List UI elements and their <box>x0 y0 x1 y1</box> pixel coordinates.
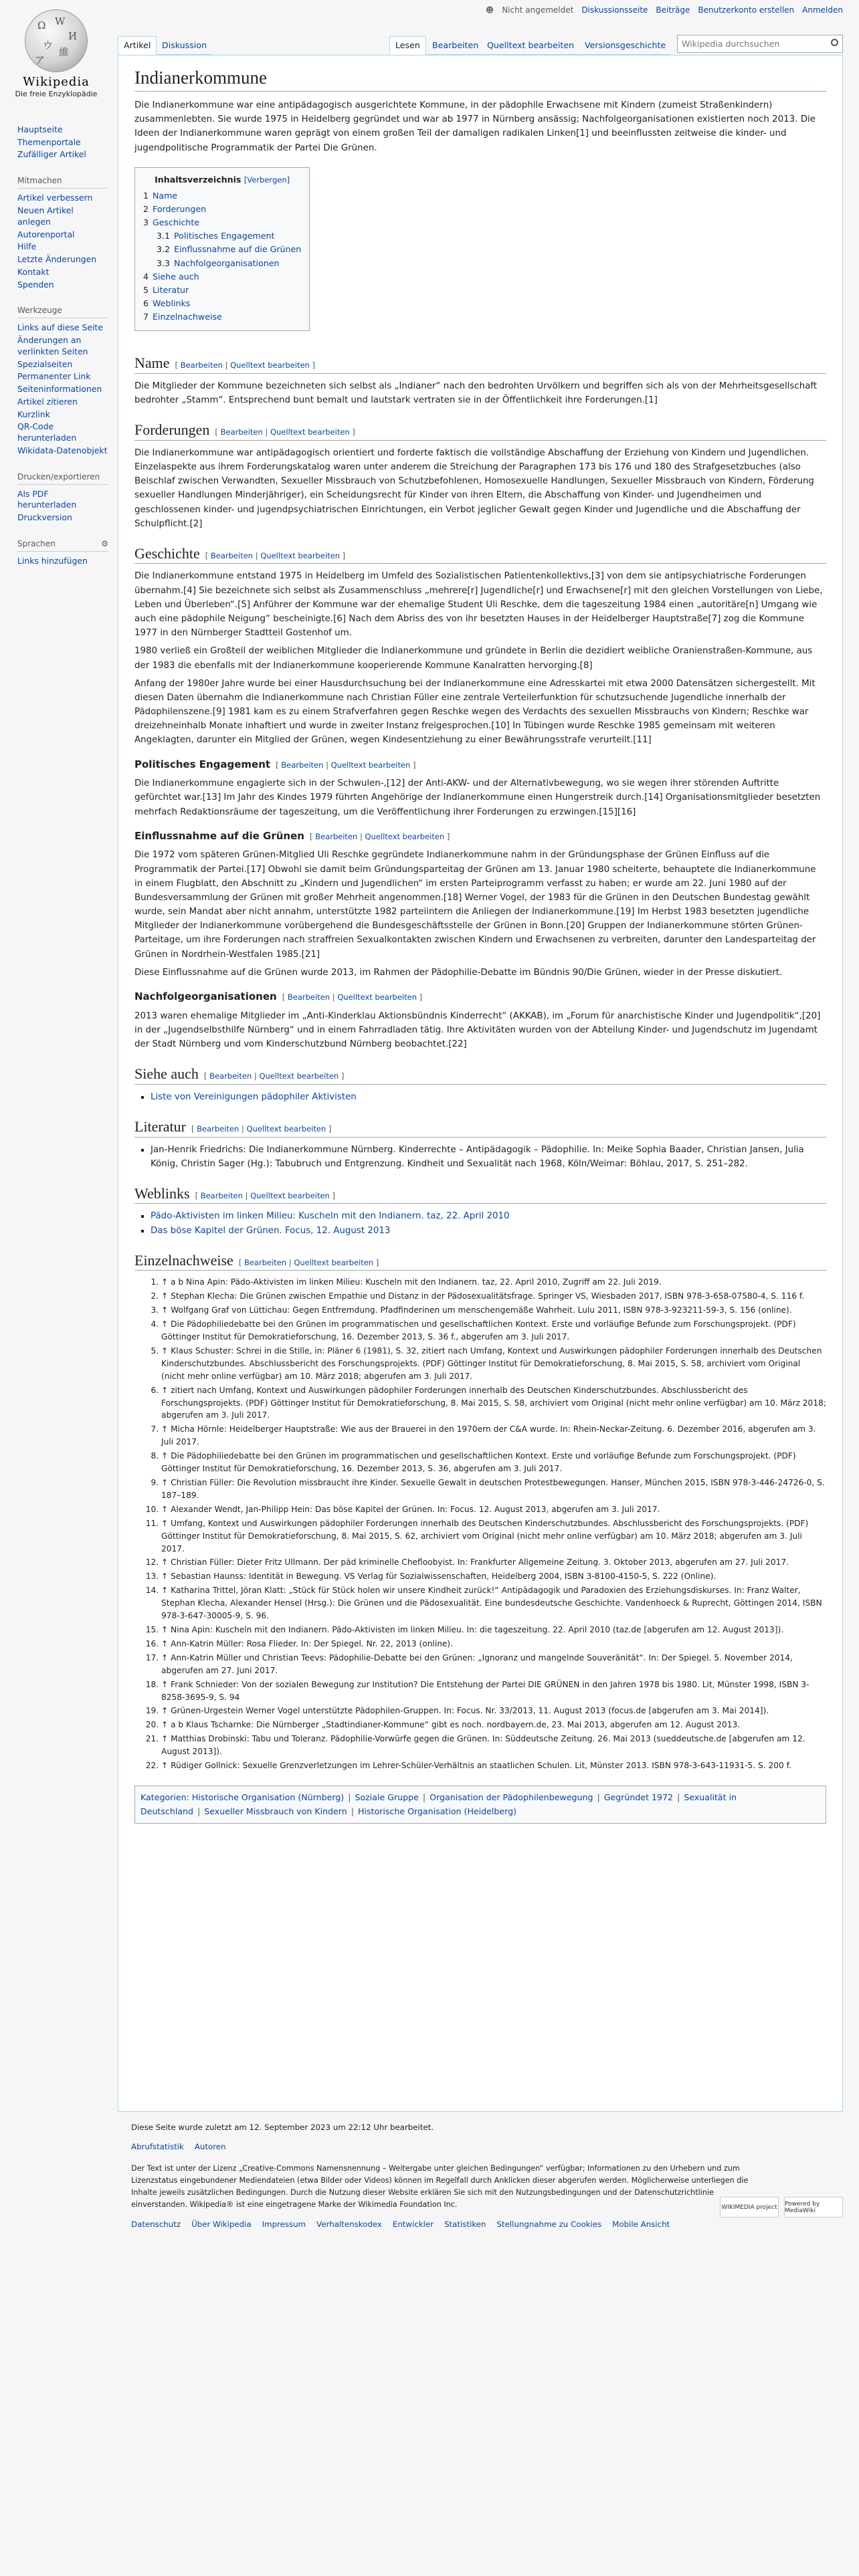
toc-number: 2 <box>143 204 149 215</box>
toc-number: 3.2 <box>157 244 171 255</box>
tab-history[interactable]: Versionsgeschichte <box>579 40 671 55</box>
category-separator: | <box>348 1792 351 1802</box>
weblink[interactable]: Pädo-Aktivisten im linken Milieu: Kuscheln mit den Indianern. taz, 22. April 2010 <box>151 1211 510 1222</box>
reference-item: 11. ↑ Umfang, Kontext und Auswirkungen pädophiler Forderungen innerhalb des Deutschen Kinderschutzbundes. Abschlussbericht des Forschungsprojekts. (PDF) Göttinger Institut für Demokratieforschung, 8. Mai 2015, S. 62, archiviert vom Original (nicht mehr online verfügbar) am 10. März 2018; abgerufen am 3. Juli 2017. <box>161 1517 826 1555</box>
section-weblinks <box>134 1184 826 1238</box>
toc-link[interactable]: Siehe auch <box>153 271 199 282</box>
sidebar-item[interactable]: Hilfe <box>17 241 37 252</box>
toc-number: 6 <box>143 298 149 309</box>
languages-heading: Sprachen <box>17 538 56 548</box>
edit-source-link[interactable]: Quelltext bearbeiten <box>365 831 445 841</box>
paragraph: Die Indianerkommune war antipädagogisch orientiert und forderte faktisch die vollständige Abschaffung der Erziehung von Kindern und Jugendlichen. Einzelaspekte aus ihrem Forderungskatalog waren unter anderem die Streichung der Paragraphen 173 bis 176 und 180 des Strafgesetzbuches (also Beischlaf zwischen Verwandten, Sexueller Missbrauch von Schutzbefohlenen, Homosexuelle Handlungen, Sexueller Missbrauch von Kindern, Förderung sexueller Handlungen Minderjähriger), ein Scheidungsrecht für Kinder von ihren Eltern, die Abschaffung von Kinder- und Jugendheimen und geschlossenen kinder- und jugendpsychiatrischen Einrichtungen, ein Verbot jeglicher Gewalt gegen Kinder und Jugendliche und die Abschaffung der Schulpflicht.[2] <box>134 447 814 529</box>
sidebar-heading: Werkzeuge <box>17 305 108 318</box>
footer-link[interactable]: Statistiken <box>444 2220 486 2230</box>
search-icon[interactable] <box>831 39 838 46</box>
toc-toggle[interactable]: [Verbergen] <box>244 175 290 185</box>
category-box <box>134 1786 826 1824</box>
tab-discussion[interactable]: Diskussion <box>157 40 212 55</box>
contributions-link[interactable]: Beiträge <box>656 5 690 15</box>
talk-link[interactable]: Diskussionsseite <box>581 5 648 15</box>
footer-link[interactable]: Datenschutz <box>131 2220 181 2230</box>
section-einzelnachweise <box>134 1251 826 1772</box>
see-also-link[interactable]: Liste von Vereinigungen pädophiler Aktivisten <box>151 1091 357 1102</box>
reference-item: 9. ↑ Christian Füller: Die Revolution missbraucht ihre Kinder. Sexuelle Gewalt in deutschen Protestbewegungen. Hanser, München 2015, ISBN 978-3-446-24726-0, S. 187–189. <box>161 1477 826 1502</box>
toc-title: Inhaltsverzeichnis <box>155 174 242 185</box>
sidebar-item[interactable]: Druckversion <box>17 512 72 523</box>
paragraph: Die Indianerkommune entstand 1975 in Heidelberg im Umfeld des Sozialistischen Patientenkollektivs,[3] von dem sie antipsychiatrische Forderungen übernahm.[4] Sie bezeichnete sich selbst als Zusammenschluss „mehrere[r] Jugendliche[r] und Erwachsene[r] mit den gleichen Vorstellungen von Liebe, Leben und Überleben“.[5] Anführer der Kommune war der ehemalige Student Uli Reschke, dem die tageszeitung 1984 einen „autoritäre[n] Umgang wie auch eine pädophile Neigung“ bescheinigte.[6] Nach dem Abriss des von ihr besetzten Hauses in der Heidelberger Hauptstraße[7] zog die Kommune 1977 in den Nürnberger Stadtteil Gostenhof um. <box>134 571 823 639</box>
category-link[interactable]: Sexueller Missbrauch von Kindern <box>204 1806 347 1817</box>
edit-link[interactable]: Bearbeiten <box>197 1123 240 1134</box>
edit-link[interactable]: Bearbeiten <box>287 992 330 1002</box>
sidebar-item-random[interactable]: Zufälliger Artikel <box>17 149 86 160</box>
page-title: Indianerkommune <box>134 66 826 92</box>
toc-item[interactable] <box>143 216 301 229</box>
category-separator: | <box>197 1806 201 1817</box>
toc-item[interactable] <box>143 284 301 297</box>
sidebar-item[interactable]: Als PDF herunterladen <box>17 488 77 510</box>
user-icon: ☻ <box>485 5 494 15</box>
reference-item: 3. ↑ Wolfgang Graf von Lüttichau: Gegen Entfremdung. Pfadfinderinen um menschengemäße Wahrheit. Lulu 2011, ISBN 978-3-923211-59-3, S. 156 (online). <box>161 1304 826 1317</box>
edit-source-link[interactable]: Quelltext bearbeiten <box>337 992 417 1002</box>
last-edited: Diese Seite wurde zuletzt am 12. September 2023 um 22:12 Uhr bearbeitet. <box>131 2123 434 2132</box>
toc-item[interactable] <box>143 257 301 270</box>
category-link[interactable]: Historische Organisation (Nürnberg) <box>191 1792 345 1802</box>
edit-links: [ Bearbeiten | Quelltext bearbeiten ] <box>195 1190 336 1200</box>
category-link[interactable]: Historische Organisation (Heidelberg) <box>358 1806 517 1817</box>
edit-link[interactable]: Bearbeiten <box>281 760 324 770</box>
tab-edit[interactable]: Bearbeiten <box>427 40 484 55</box>
gear-icon[interactable]: ⚙ <box>101 538 108 548</box>
tagline: Die freie Enzyklopädie <box>15 90 98 98</box>
section-heading: Siehe auch <box>134 1065 199 1083</box>
sidebar-item-main-page[interactable]: Hauptseite <box>17 124 63 134</box>
reference-item: 20. ↑ a b Klaus Tscharnke: Die Nürnberger „Stadtindianer-Kommune“ gibt es noch. nordbayern.de, 23. Mai 2013, abgerufen am 12. August 2013. <box>161 1719 826 1731</box>
section-heading: Forderungen <box>134 421 210 439</box>
tab-article[interactable]: Artikel <box>118 36 157 55</box>
category-link[interactable]: Organisation der Pädophilenbewegung <box>430 1792 593 1802</box>
footer-link[interactable]: Autoren <box>194 2141 226 2151</box>
toc-number: 4 <box>143 271 149 282</box>
reference-item: 22. ↑ Rüdiger Gollnick: Sexuelle Grenzverletzungen im Lehrer-Schüler-Verhältnis an staatlichen Schulen. Lit, Münster 2013. ISBN 978-3-643-11931-5. S. 200 f. <box>161 1759 826 1772</box>
sidebar-item[interactable]: Artikel verbessern <box>17 193 93 203</box>
sidebar-item[interactable]: Seiteninformationen <box>17 384 102 395</box>
reference-item: 21. ↑ Matthias Drobinski: Tabu und Toleranz. Pädophilie-Vorwürfe gegen die Grünen. In: Süddeutsche Zeitung. 26. Mai 2013 (sueddeutsche.de [abgerufen am 12. August 2013]). <box>161 1733 826 1758</box>
tab-read[interactable]: Lesen <box>389 36 426 55</box>
toc-number: 3.1 <box>157 231 171 241</box>
sidebar-item[interactable]: Spezialseiten <box>17 358 73 369</box>
reference-item: 13. ↑ Sebastian Haunss: Identität in Bewegung. VS Verlag für Sozialwissenschaften, Heidelberg 2004, ISBN 3-8100-4150-5, S. 222 (Online). <box>161 1570 826 1583</box>
paragraph: 2013 waren ehemalige Mitglieder im „Anti-Kinderklau Aktionsbündnis Kinderrecht“ (AKKAB), im „Forum für anarchistische Kinder und Jugendpolitik“,[20] in der „Jugendselbsthilfe Nürnberg“ und in einem Fahrradladen tätig. Ihre Aktivitäten wurden von der Abteilung Kinder- und Jugendschutz im Jugendamt der Stadt Nürnberg und vom Kinderschutzbund Nürnberg beobachtet.[22] <box>134 1010 821 1050</box>
not-logged-in: Nicht angemeldet <box>502 5 574 15</box>
edit-links: [ Bearbeiten | Quelltext bearbeiten ] <box>282 992 423 1002</box>
sidebar-item[interactable]: Wikidata-Datenobjekt <box>17 445 108 455</box>
search-input[interactable] <box>677 35 843 53</box>
category-separator: | <box>677 1792 680 1802</box>
login-link[interactable]: Anmelden <box>802 5 843 15</box>
reference-item: 4. ↑ Die Pädophiliedebatte bei den Grünen im programmatischen und gesellschaftlichen Kontext. Erste und vorläufige Befunde zum Forschungsprojekt. (PDF) Göttinger Institut für Demokratieforschung, 16. Dezember 2013, S. 36 f., abgerufen am 3. Juli 2017. <box>161 1318 826 1344</box>
toc-item[interactable] <box>143 229 301 243</box>
reference-item: 18. ↑ Frank Schnieder: Von der sozialen Bewegung zur Institution? Die Entstehung der Partei DIE GRÜNEN in den Jahren 1978 bis 1980. Lit, Münster 1998, ISBN 3-8258-3695-9, S. 94 <box>161 1679 826 1704</box>
sidebar-item[interactable]: Links hinzufügen <box>17 556 88 566</box>
paragraph: Die Mitglieder der Kommune bezeichneten sich selbst als „Indianer“ nach den bedrohten Urvölkern und begriffen sich als von der Mehrheitsgesellschaft bedrohter „Stamm“. Entsprechend bunt bemalt und lautstark vertraten sie in der Öffentlichkeit ihre Forderungen.[1] <box>134 381 818 406</box>
toc-link[interactable]: Literatur <box>153 284 189 295</box>
section-name <box>134 354 826 407</box>
sidebar-item-portals[interactable]: Themenportale <box>17 136 81 147</box>
category-link[interactable]: Gegründet 1972 <box>603 1792 674 1802</box>
toc-link[interactable]: Weblinks <box>153 298 191 309</box>
create-account-link[interactable]: Benutzerkonto erstellen <box>698 5 795 15</box>
edit-link[interactable]: Bearbeiten <box>244 1257 287 1267</box>
reference-item: 7. ↑ Micha Hörnle: Heidelberger Hauptstraße: Wie aus der Brauerei in den 1970ern der C&A wurde. In: Rhein-Neckar-Zeitung. 6. Dezember 2016, abgerufen am 3. Juli 2017. <box>161 1423 826 1448</box>
footer-link[interactable]: Mobile Ansicht <box>612 2220 670 2230</box>
globe-icon: Ω W И ウ 維 ア <box>25 9 88 72</box>
toc-item[interactable] <box>143 189 301 203</box>
reference-item: 17. ↑ Ann-Katrin Müller und Christian Teevs: Pädophilie-Debatte bei den Grünen: „Ignoranz und mangelnde Souveränität“. In: Der Spiegel. 5. November 2014, abgerufen am 27. Juni 2017. <box>161 1652 826 1677</box>
paragraph: 1980 verließ ein Großteil der weiblichen Mitglieder die Indianerkommune und gründete in Berlin die dezidiert weibliche Oranienstraßen-Kommune, aus der 1983 die ebenfalls mit der Indianerkommune kooperierende Kommune Kanalratten hervorging.[8] <box>134 646 813 671</box>
toc-item[interactable] <box>143 243 301 256</box>
toc-link[interactable]: Geschichte <box>153 217 200 228</box>
sidebar-item[interactable]: Autorenportal <box>17 229 75 239</box>
sidebar-item[interactable]: Artikel zitieren <box>17 396 78 407</box>
subsection-heading: Politisches Engagement <box>134 758 271 770</box>
toc-number: 3.3 <box>157 257 171 268</box>
category-link[interactable]: Sexualität in Deutschland <box>140 1792 737 1817</box>
edit-link[interactable]: Bearbeiten <box>210 550 254 560</box>
sidebar-item[interactable]: Änderungen an verlinkten Seiten <box>17 335 88 356</box>
footer-link[interactable]: Impressum <box>262 2220 306 2230</box>
sidebar-item[interactable]: Kurzlink <box>17 409 50 419</box>
toc-item[interactable] <box>143 310 301 324</box>
reference-item: 16. ↑ Ann-Katrin Müller: Rosa Flieder. In: Der Spiegel. Nr. 22, 2013 (online). <box>161 1638 826 1650</box>
section-heading: Einzelnachweise <box>134 1251 233 1269</box>
edit-source-link[interactable]: Quelltext bearbeiten <box>250 1190 330 1200</box>
edit-links: [ Bearbeiten | Quelltext bearbeiten ] <box>215 427 355 437</box>
sidebar-heading: Drucken/exportieren <box>17 471 108 485</box>
personal-tools <box>486 5 843 15</box>
reference-item: 2. ↑ Stephan Klecha: Die Grünen zwischen Empathie und Distanz in der Pädosexualitätsfrage. Springer VS, Wiesbaden 2017, ISBN 978-3-658-07580-4, S. 116 f. <box>161 1290 826 1303</box>
edit-links: [ Bearbeiten | Quelltext bearbeiten ] <box>175 360 315 370</box>
toc-number: 3 <box>143 217 149 228</box>
section-heading: Geschichte <box>134 544 200 562</box>
subsection-heading: Nachfolgeorganisationen <box>134 990 277 1002</box>
edit-links: [ Bearbeiten | Quelltext bearbeiten ] <box>191 1123 332 1134</box>
toc-item[interactable] <box>143 270 301 284</box>
edit-source-link[interactable]: Quelltext bearbeiten <box>260 550 341 560</box>
toc-link[interactable]: Nachfolgeorganisationen <box>174 257 280 268</box>
reference-item: 10. ↑ Alexander Wendt, Jan-Philipp Hein: Das böse Kapitel der Grünen. In: Focus. 12. August 2013, abgerufen am 3. Juli 2017. <box>161 1503 826 1516</box>
wordmark: Wikipedia <box>23 75 90 89</box>
page-tabs <box>118 35 843 55</box>
sidebar-item[interactable]: Letzte Änderungen <box>17 254 97 265</box>
category-link[interactable]: Soziale Gruppe <box>355 1792 419 1802</box>
edit-link[interactable]: Bearbeiten <box>220 427 263 437</box>
reference-item: 6. ↑ zitiert nach Umfang, Kontext und Auswirkungen pädophiler Forderungen innerhalb des Deutschen Kinderschutzbundes. Abschlussbericht des Forschungsprojekts. (PDF) Göttinger Institut für Demokratieforschung, 8. Mai 2015, S. 58, archiviert vom Original (nicht mehr online verfügbar) am 10. März 2018; abgerufen am 3. Juli 2017. <box>161 1384 826 1422</box>
section-heading: Name <box>134 354 170 372</box>
category-separator: | <box>597 1792 600 1802</box>
section-siehe-auch <box>134 1065 826 1104</box>
reference-item: 1. ↑ a b Nina Apin: Pädo-Aktivisten im linken Milieu: Kuscheln mit den Indianern. taz, 22. April 2010, Zugriff am 22. Juli 2019. <box>161 1276 826 1289</box>
toc-link[interactable]: Name <box>153 190 178 201</box>
paragraph: Die Indianerkommune engagierte sich in der Schwulen-,[12] der Anti-AKW- und der Alternativbewegung, wo sie wegen ihrer störenden Auftritte gefürchtet war.[13] Im Jahr des Kindes 1979 führten Angehörige der Indianerkommune einen Hungerstreik durch.[14] Organisationsmitglieder besetzten mehrfach Redaktionsräume der tageszeitung, um die Veröffentlichung ihrer Forderungen zu erzwingen.[15][16] <box>134 778 821 817</box>
edit-source-link[interactable]: Quelltext bearbeiten <box>270 427 350 437</box>
reference-item: 19. ↑ Grünen-Urgestein Werner Vogel unterstützte Pädophilen-Gruppen. In: Focus. Nr. 33/2013, 11. August 2013 (focus.de [abgerufen am 3. Mai 2014]). <box>161 1705 826 1717</box>
sidebar-item[interactable]: QR-Code herunterladen <box>17 421 77 443</box>
footer-link[interactable]: Abrufstatistik <box>131 2141 184 2151</box>
sidebar-item[interactable]: Kontakt <box>17 266 50 277</box>
edit-links: [ Bearbeiten | Quelltext bearbeiten ] <box>276 760 416 770</box>
section-forderungen <box>134 421 826 531</box>
categories-label[interactable]: Kategorien: <box>140 1792 189 1802</box>
article-content <box>118 55 843 2112</box>
toc-number: 1 <box>143 190 149 201</box>
section-literatur <box>134 1117 826 1171</box>
toc-item[interactable] <box>143 297 301 310</box>
toc-link[interactable]: Forderungen <box>153 204 207 215</box>
footer-link[interactable]: Verhaltenskodex <box>316 2220 382 2230</box>
table-of-contents <box>134 167 310 332</box>
section-heading: Weblinks <box>134 1184 190 1202</box>
sidebar-heading: Mitmachen <box>17 175 108 189</box>
reference-item: 15. ↑ Nina Apin: Kuscheln mit den Indianern. Pädo-Aktivisten im linken Milieu. In: die tageszeitung. 22. April 2010 (taz.de [abgerufen am 12. August 2013]). <box>161 1624 826 1636</box>
sidebar-item[interactable]: Neuen Artikel anlegen <box>17 205 74 227</box>
sidebar-item[interactable]: Links auf diese Seite <box>17 322 103 333</box>
toc-link[interactable]: Politisches Engagement <box>174 231 275 241</box>
toc-item[interactable] <box>143 203 301 216</box>
edit-link[interactable]: Bearbeiten <box>200 1190 243 1200</box>
subsection-heading: Einflussnahme auf die Grünen <box>134 829 304 842</box>
reference-item: 5. ↑ Klaus Schuster: Schrei in die Stille, in: Pläner 6 (1981), S. 32, zitiert nach Umfang, Kontext und Auswirkungen pädophiler Forderungen innerhalb des Deutschen Kinderschutzbundes. Abschlussbericht des Forschungsprojekts. (PDF) Göttinger Institut für Demokratieforschung, 8. Mai 2015, S. 58, archiviert vom Original (nicht mehr online verfügbar) am 10. März 2018; abgerufen am 3. Juli 2017. <box>161 1345 826 1383</box>
edit-source-link[interactable]: Quelltext bearbeiten <box>330 760 411 770</box>
toc-number: 7 <box>143 312 149 322</box>
section-geschichte <box>134 544 826 1051</box>
edit-links: [ Bearbeiten | Quelltext bearbeiten ] <box>238 1257 379 1267</box>
sidebar-item[interactable]: Spenden <box>17 279 54 290</box>
intro: Die Indianerkommune war eine antipädagogisch ausgerichtete Kommune, in der pädophile Erwachsene mit Kindern (zumeist Straßenkindern) zusammenlebten. Sie wurde 1975 in Heidelberg gegründet und war ab 1977 in Nürnberg ansässig; Nachfolgeorganisationen existierten noch 2013. Die Ideen der Indianerkommune waren geprägt von einem großen Teil der damaligen radikalen Linken[1] und beeinflussten zeitweise die kinder- und jugendpolitische Programmatik der Partei Die Grünen. <box>134 100 816 153</box>
reference-item: 14. ↑ Katharina Trittel, Jöran Klatt: „Stück für Stück holen wir unsere Kindheit zurück!“ Antipädagogik und Paradoxien des Erziehungsdiskurses. In: Franz Walter, Stephan Klecha, Alexander Hensel (Hrsg.): Die Grünen und die Pädosexualität. Eine bundesdeutsche Geschichte. Vandenhoeck & Ruprecht, Göttingen 2014, ISBN 978-3-647-30005-9, S. 96. <box>161 1584 826 1622</box>
license-text: Der Text ist unter der Lizenz „Creative-Commons Namensnennung – Weitergabe unter gleichen Bedingungen“ verfügbar; Informationen zu den Urhebern und zum Lizenzstatus eingebundener Mediendateien (etwa Bilder oder Videos) können im Regelfall durch Anklicken dieser abgerufen werden. Möglicherweise unterliegen die Inhalte jeweils zusätzlichen Bedingungen. Durch die Nutzung dieser Website erklären Sie sich mit den Nutzungsbedingungen und der Datenschutzrichtlinie einverstanden. Wikipedia® ist eine eingetragene Marke der Wikimedia Foundation Inc. <box>131 2163 749 2209</box>
footer-link[interactable]: Entwickler <box>392 2220 434 2230</box>
paragraph: Anfang der 1980er Jahre wurde bei einer Hausdurchsuchung bei der Indianerkommune eine Adresskartei mit etwa 2000 Datensätzen sichergestellt. Mit diesen Daten übernahm die Indianerkommune nach Christian Füller eine zentrale Verteilerfunktion für schutzsuchende Jugendliche innerhalb der Pädophilenszene.[9] 1981 kam es zu einem Strafverfahren gegen Reschke wegen des Verdachts des sexuellen Missbrauchs von Kindern; Reschke war dreizehneinhalb Monate inhaftiert und wurde in zweiter Instanz freigesprochen.[10] In Tübingen wurde Reschke 1985 gemeinsam mit weiteren Angeklagten, darunter ein Mitglied der Grünen, wegen Kindesentziehung zu einer Bewährungsstrafe verurteilt.[11] <box>134 678 816 746</box>
reference-item: 8. ↑ Die Pädophiliedebatte bei den Grünen im programmatischen und gesellschaftlichen Kontext. Erste und vorläufige Befunde zum Forschungsprojekt. (PDF) Göttinger Institut für Demokratieforschung, 16. Dezember 2013, S. 36, abgerufen am 3. Juli 2017. <box>161 1450 826 1475</box>
edit-source-link[interactable]: Quelltext bearbeiten <box>246 1123 326 1134</box>
edit-link[interactable]: Bearbeiten <box>180 360 223 370</box>
paragraph: Diese Einflussnahme auf die Grünen wurde 2013, im Rahmen der Pädophilie-Debatte im Bündnis 90/Die Grünen, wieder in der Presse diskutiert. <box>134 967 783 978</box>
toc-link[interactable]: Einflussnahme auf die Grünen <box>174 244 302 255</box>
literature-item: ▪ Jan-Henrik Friedrichs: Die Indianerkommune Nürnberg. Kinderrechte – Antipädagogik – Pädophilie. In: Meike Sophia Baader, Christian Jansen, Julia König, Christin Sager (Hg.): Tabubruch und Entgrenzung. Kindheit und Sexualität nach 1968, Köln/Weimar: Böhlau, 2017, S. 251–282. <box>151 1143 826 1171</box>
edit-source-link[interactable]: Quelltext bearbeiten <box>230 360 310 370</box>
reference-item: 12. ↑ Christian Füller: Dieter Fritz Ullmann. Der päd kriminelle Chefloobyist. In: Frankfurter Allgemeine Zeitung. 3. Oktober 2013, abgerufen am 27. Juli 2017. <box>161 1556 826 1569</box>
footer-badges <box>720 2197 843 2218</box>
section-heading: Literatur <box>134 1117 186 1135</box>
paragraph: Die 1972 vom späteren Grünen-Mitglied Uli Reschke gegründete Indianerkommune nahm in der Gründungsphase der Grünen Einfluss auf die Programmatik der Partei.[17] Obwohl sie damit beim Gründungsparteitag der Grünen am 13. Januar 1980 scheiterte, behauptete die Indianerkommune in einem Flugblatt, den Abschnitt zu „Kindern und Jugendlichen“ im ersten Parteiprogramm verfasst zu haben; er wurde am 22. Juni 1980 auf der Bundesversammlung der Grünen mit großer Mehrheit angenommen.[18] Werner Vogel, der 1983 für die Grünen in den Deutschen Bundestag gewählt wurde, sein Mandat aber nicht annahm, unterstützte 1982 parteiintern die Anliegen der Indianerkommune.[19] Im Herbst 1983 besetzten jugendliche Mitglieder der Indianerkommune vorübergehend die Bundesgeschäftsstelle der Grünen in Bonn.[20] Gruppen der Indianerkommune störten Grünen-Parteitage, um ihre Forderungen nach straffreien Sexualkontakten zwischen Kindern und Erwachsenen zu verbreiten, darunter den Landesparteitag der Grünen in Nordrhein-Westfalen 1985.[21] <box>134 850 816 960</box>
tab-edit-source[interactable]: Quelltext bearbeiten <box>482 40 579 55</box>
toc-link[interactable]: Einzelnachweise <box>153 312 222 322</box>
weblink[interactable]: Das böse Kapitel der Grünen. Focus, 12. August 2013 <box>151 1225 391 1236</box>
edit-links: [ Bearbeiten | Quelltext bearbeiten ] <box>203 1071 345 1081</box>
edit-source-link[interactable]: Quelltext bearbeiten <box>259 1071 339 1081</box>
footer-link[interactable]: Über Wikipedia <box>191 2220 252 2230</box>
edit-links: [ Bearbeiten | Quelltext bearbeiten ] <box>205 550 346 560</box>
edit-source-link[interactable]: Quelltext bearbeiten <box>294 1257 374 1267</box>
search-placeholder: Wikipedia durchsuchen <box>682 39 780 49</box>
sidebar-heading <box>17 538 108 552</box>
sidebar-item[interactable]: Permanenter Link <box>17 371 91 382</box>
edit-link[interactable]: Bearbeiten <box>315 831 358 841</box>
wikimedia-badge[interactable]: WIKIMEDIA project <box>720 2197 779 2218</box>
wikipedia-logo[interactable] <box>9 5 103 106</box>
footer-link[interactable]: Stellungnahme zu Cookies <box>496 2220 602 2230</box>
toc-number: 5 <box>143 284 149 295</box>
sidebar <box>17 124 108 582</box>
category-separator: | <box>422 1792 426 1802</box>
mediawiki-badge[interactable]: Powered by MediaWiki <box>784 2197 843 2218</box>
edit-link[interactable]: Bearbeiten <box>209 1071 252 1081</box>
category-separator: | <box>351 1806 354 1817</box>
reference-list <box>161 1276 826 1772</box>
edit-links: [ Bearbeiten | Quelltext bearbeiten ] <box>309 831 450 841</box>
